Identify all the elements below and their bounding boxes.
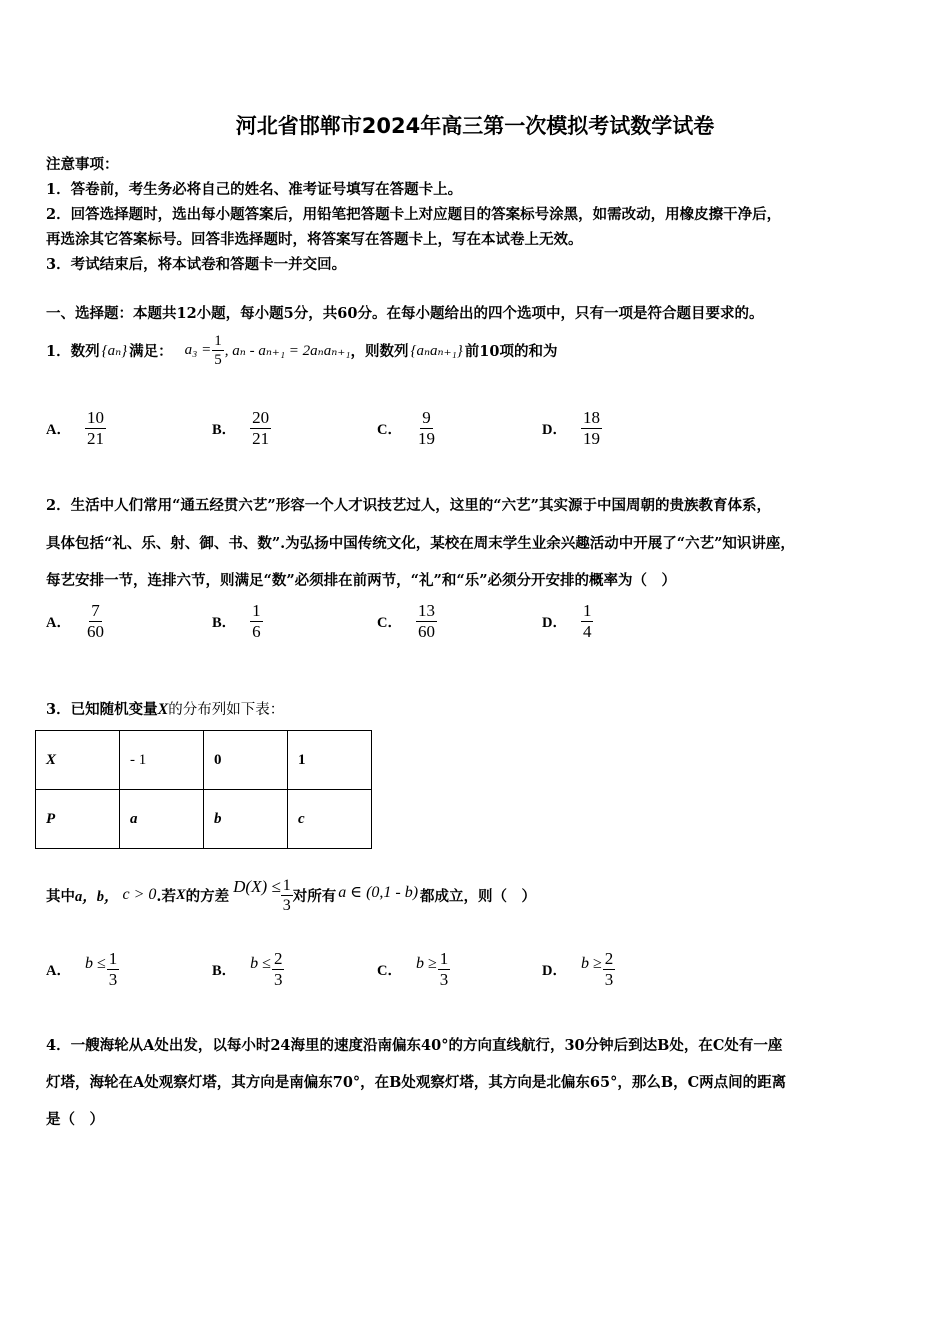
numerator: 1: [252, 601, 261, 620]
q4-line-2: 灯塔，海轮在A处观察灯塔，其方向是南偏东70°，在B处观察灯塔，其方向是北偏东65°，那么B，C两点间的距离: [46, 1074, 787, 1091]
table-cell: P: [36, 790, 120, 849]
section-heading: 一、选择题：本题共12小题，每小题5分，共60分。在每小题给出的四个选项中，只有一项是符合题目要求的。: [46, 305, 764, 322]
q3-intro-prefix: 3．已知随机变量: [46, 701, 158, 718]
denominator: 60: [417, 622, 435, 641]
option-fraction: [272, 949, 285, 990]
q3-intro-var: X: [157, 701, 169, 718]
denominator: 21: [86, 429, 104, 448]
q3-option-b[interactable]: [212, 949, 284, 990]
denominator: 3: [439, 970, 449, 989]
q3-option-c[interactable]: [377, 949, 450, 990]
q3-cond-x: X: [175, 886, 186, 903]
option-fraction: [581, 408, 602, 449]
q3-cond-variance-text: 的方差: [185, 887, 230, 905]
q1-then: ，则数列: [350, 342, 409, 360]
option-label: A．: [46, 963, 71, 979]
option-relation: b ≤: [250, 954, 271, 972]
denominator: 60: [86, 622, 104, 641]
q1-cond-numerator: 1: [214, 332, 222, 349]
denominator: 3: [108, 970, 118, 989]
denominator: 6: [252, 622, 261, 641]
option-label: B．: [212, 615, 237, 631]
option-fraction: [85, 601, 106, 642]
table-cell: a: [120, 790, 204, 849]
table-row: [36, 790, 372, 849]
q1-sequence-2: {aₙaₙ₊₁}: [410, 342, 463, 359]
question-1: [46, 327, 557, 373]
numerator: 10: [86, 408, 104, 427]
option-fraction: [250, 408, 271, 449]
denominator: 4: [582, 622, 592, 641]
option-label: B．: [212, 422, 237, 438]
q1-cond-a3: a₃ =: [184, 341, 212, 358]
denominator: 3: [273, 970, 283, 989]
denominator: 19: [582, 429, 600, 448]
numerator: 2: [604, 949, 614, 968]
option-label: A．: [46, 615, 71, 631]
notice-item-1: 1．答卷前，考生务必将自己的姓名、准考证号填写在答题卡上。: [46, 181, 463, 198]
numerator: 20: [252, 408, 270, 427]
numerator: 1: [439, 949, 449, 968]
q3-cond-c: c > 0: [122, 886, 157, 903]
numerator: 9: [422, 408, 431, 427]
q1-cond-recurrence: , aₙ - aₙ₊₁ = 2aₙaₙ₊₁: [224, 342, 351, 359]
numerator: 7: [91, 601, 100, 620]
table-cell: c: [288, 790, 372, 849]
q1-suffix: 前10项的和为: [464, 342, 558, 360]
option-relation: b ≥: [580, 954, 602, 972]
q2-line-3: 每艺安排一节，连排六节，则满足“数”必须排在前两节，“礼”和“乐”必须分开安排的概率为（ ）: [46, 572, 677, 589]
denominator: 21: [252, 429, 270, 448]
option-label: A．: [46, 422, 71, 438]
option-relation: b ≤: [84, 954, 106, 972]
q3-cond-all: 对所有: [292, 887, 337, 905]
denominator: 19: [417, 429, 435, 448]
numerator: 1: [582, 601, 592, 620]
q1-option-b[interactable]: [212, 408, 271, 449]
denominator: 3: [604, 970, 614, 989]
table-cell: 0: [204, 731, 288, 790]
notice-heading: 注意事项：: [46, 156, 119, 173]
table-cell: 1: [288, 731, 372, 790]
option-fraction: [85, 408, 106, 449]
denominator: 3: [282, 896, 291, 914]
option-label: D．: [542, 422, 567, 438]
q3-cond-fraction: [281, 876, 293, 915]
numerator: 1: [282, 876, 291, 894]
notice-item-3: 3．考试结束后，将本试卷和答题卡一并交回。: [46, 256, 347, 273]
q2-option-a[interactable]: [46, 601, 106, 642]
numerator: 2: [273, 949, 283, 968]
page-title: 河北省邯郸市2024年高三第一次模拟考试数学试卷: [235, 114, 715, 138]
distribution-table: [35, 730, 372, 849]
q4-line-3: 是（ ）: [46, 1111, 104, 1128]
q3-cond-vars: a，b，: [75, 888, 119, 905]
q3-cond-mid: .若: [156, 887, 176, 905]
option-fraction: [438, 949, 451, 990]
numerator: 1: [108, 949, 118, 968]
q1-prefix: 1．数列: [46, 342, 100, 360]
table-row: [36, 731, 372, 790]
q2-option-d[interactable]: [542, 601, 593, 642]
table-cell: - 1: [120, 731, 204, 790]
q3-option-a[interactable]: [46, 949, 119, 990]
option-label: B．: [212, 963, 237, 979]
option-relation: b ≥: [415, 954, 437, 972]
option-label: C．: [377, 615, 402, 631]
q3-cond-end: 都成立，则（ ）: [420, 887, 537, 905]
q3-condition: [46, 870, 536, 920]
q2-line-1: 2．生活中人们常用“通五经贯六艺”形容一个人才识技艺过人，这里的“六艺”其实源于中国周朝的贵族教育体系，: [46, 497, 771, 514]
option-label: D．: [542, 963, 567, 979]
option-fraction: [581, 601, 594, 642]
option-label: D．: [542, 615, 567, 631]
option-fraction: [107, 949, 120, 990]
numerator: 18: [582, 408, 600, 427]
option-fraction: [416, 408, 437, 449]
q3-cond-prefix: 其中: [46, 887, 75, 905]
notice-item-2-cont: 再选涂其它答案标号。回答非选择题时，将答案写在答题卡上，写在本试卷上无效。: [46, 231, 583, 248]
numerator: 13: [417, 601, 435, 620]
q2-line-2: 具体包括“礼、乐、射、御、书、数”.为弘扬中国传统文化，某校在周末学生业余兴趣活动中开展了“六艺”知识讲座，: [46, 535, 795, 552]
q1-cond-denominator: 5: [214, 351, 222, 368]
notice-item-2: 2．回答选择题时，选出每小题答案后，用铅笔把答题卡上对应题目的答案标号涂黑，如需改动，用橡皮擦干净后，: [46, 206, 782, 223]
q2-option-c[interactable]: [377, 601, 437, 642]
q3-option-d[interactable]: [542, 949, 615, 990]
q3-cond-set: a ∈ (0,1 - b): [338, 884, 419, 901]
option-label: C．: [377, 422, 402, 438]
q3-cond-dx: D(X) ≤: [233, 877, 281, 896]
q1-option-c[interactable]: [377, 408, 437, 449]
option-fraction: [416, 601, 437, 642]
q3-intro: [46, 698, 284, 719]
option-fraction: [603, 949, 616, 990]
q3-intro-suffix: 的分布列如下表：: [168, 702, 285, 718]
option-label: C．: [377, 963, 402, 979]
q2-option-b[interactable]: [212, 601, 263, 642]
q1-cond-fraction: [212, 332, 224, 369]
q1-option-d[interactable]: [542, 408, 602, 449]
q4-line-1: 4．一艘海轮从A处出发，以每小时24海里的速度沿南偏东40°的方向直线航行，30分钟后到达B处，在C处有一座: [46, 1037, 783, 1054]
table-cell: b: [204, 790, 288, 849]
q1-sequence: {aₙ}: [101, 342, 128, 359]
option-fraction: [250, 601, 263, 642]
table-cell: X: [36, 731, 120, 790]
q1-option-a[interactable]: [46, 408, 106, 449]
q1-mid: 满足：: [129, 342, 173, 360]
